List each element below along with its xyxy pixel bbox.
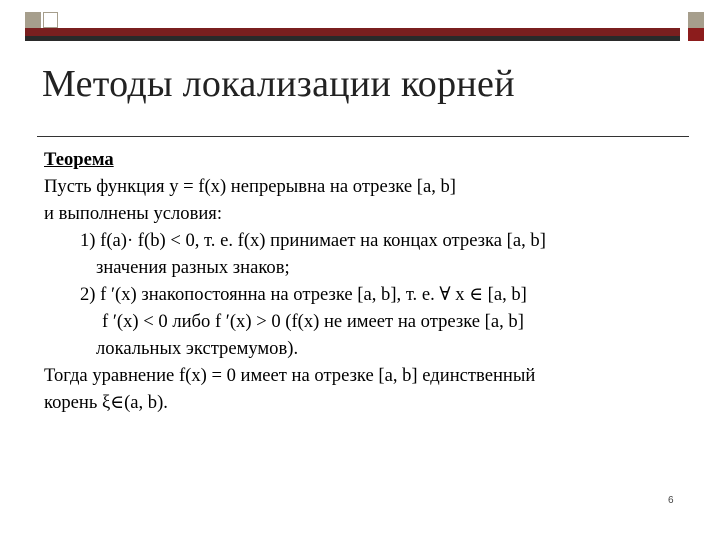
condition-1-line-2: значения разных знаков;	[96, 257, 290, 278]
decor-square-right-red	[688, 28, 704, 41]
condition-2-line-2: f ′(x) < 0 либо f ′(x) > 0 (f(x) не имеет на отрезке [a, b]	[102, 311, 524, 332]
decor-square-right	[688, 12, 704, 28]
condition-1-line-1: 1) f(a)· f(b) < 0, т. е. f(x) принимает на концах отрезка [a, b]	[80, 230, 546, 251]
page-number: 6	[668, 495, 674, 506]
condition-2-line-3: локальных экстремумов).	[96, 338, 299, 359]
decor-square-light	[43, 12, 58, 28]
theorem-body	[44, 146, 694, 416]
theorem-heading: Теорема	[44, 149, 114, 170]
slide-title: Методы локализации корней	[42, 63, 515, 105]
conclusion-line-2: корень ξ∈(a, b).	[44, 392, 168, 413]
condition-2-line-1: 2) f ′(x) знакопостоянна на отрезке [a, b], т. е. ∀ x ∈ [a, b]	[80, 284, 527, 305]
header-bar-dark	[25, 36, 680, 41]
header-bar-red	[25, 28, 680, 36]
body-line-2: и выполнены условия:	[44, 203, 223, 224]
body-line-1: Пусть функция y = f(x) непрерывна на отрезке [a, b]	[44, 176, 457, 197]
conclusion-line-1: Тогда уравнение f(x) = 0 имеет на отрезке [a, b] единственный	[44, 365, 536, 386]
decor-square-dark	[25, 12, 41, 28]
title-divider	[37, 136, 689, 137]
